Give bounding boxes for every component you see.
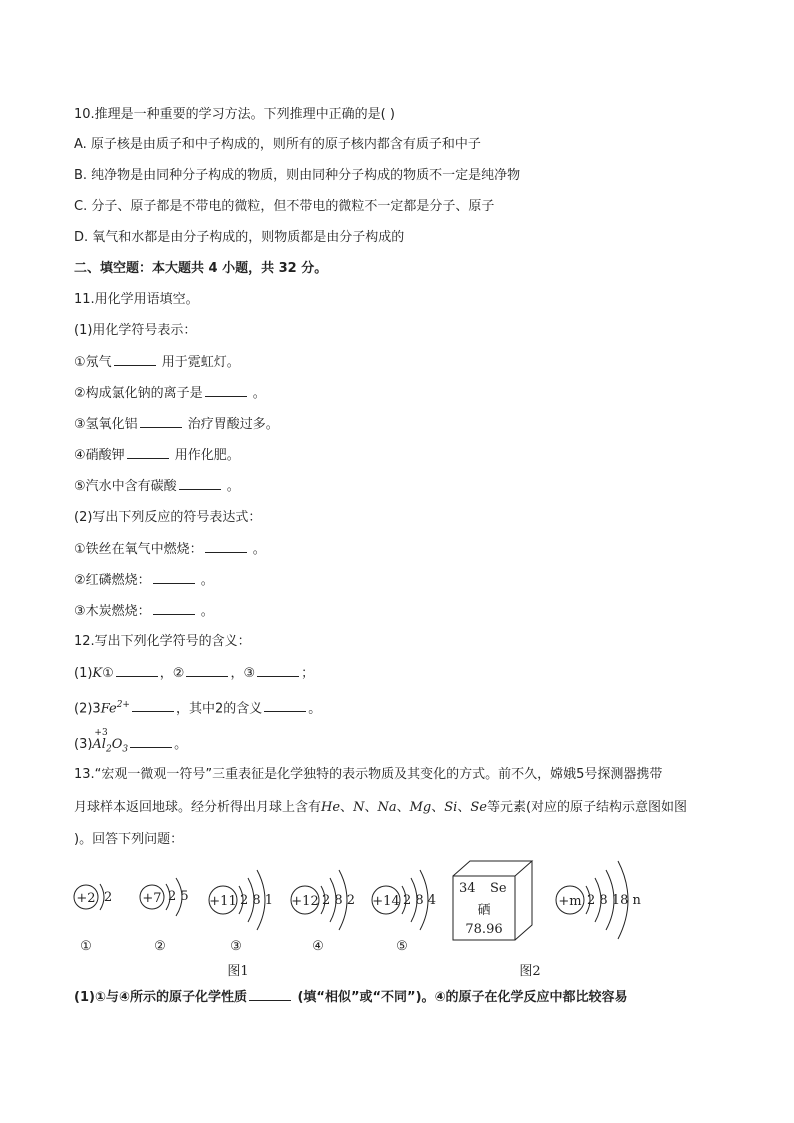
nucleus-label: +11 [209, 894, 237, 909]
atom-number-label: ⑤ [396, 939, 408, 954]
q10-option-a: A. 原子核是由质子和中子构成的，则所有的原子核内都含有质子和中子 [74, 137, 481, 152]
answer-blank[interactable] [140, 415, 182, 428]
q11-item: ③木炭燃烧： 。 [74, 604, 214, 619]
element-name: 硒 [477, 903, 491, 918]
answer-blank[interactable] [205, 540, 247, 553]
nucleus-label: +m [558, 894, 582, 909]
atom-number-label: ② [154, 939, 166, 954]
shell-label: 2 8 1 [240, 893, 274, 908]
q11-stem: 11.用化学用语填空。 [74, 292, 199, 307]
q13-sub1: (1)①与④所示的原子化学性质 (填“相似”或“不同”)。④的原子在化学反应中都比较容易 [74, 990, 628, 1005]
q10-option-b: B. 纯净物是由同种分子构成的物质，则由同种分子构成的物质不一定是纯净物 [74, 168, 521, 183]
nucleus-label: +14 [372, 894, 400, 909]
q12-line2: $(2)3Fe^{2+}$ ，其中2的含义 。 [74, 700, 322, 717]
q13-line2: 月球样本返回地球。经分析得出月球上含有He、N、Na、Mg、Si、Se等元素(对应的原子结构示意图如图 [74, 800, 688, 815]
shell-label: 2 8 18 n [587, 893, 641, 908]
q11-item: ②红磷燃烧： 。 [74, 573, 214, 588]
figure-caption: 图1 [227, 964, 249, 979]
q11-item: ①铁丝在氧气中燃烧： 。 [74, 542, 266, 557]
figure-caption: 图2 [519, 964, 541, 979]
nucleus-label: +12 [291, 894, 319, 909]
answer-blank[interactable] [205, 384, 247, 397]
answer-blank[interactable] [130, 735, 172, 748]
nucleus-label: +7 [142, 891, 162, 906]
q11-part2: (2)写出下列反应的符号表达式： [74, 510, 262, 525]
element-mass: 78.96 [465, 922, 503, 937]
q11-item: ②构成氯化钠的离子是 。 [74, 386, 266, 401]
element-number: 34 [459, 881, 476, 896]
answer-blank[interactable] [264, 699, 306, 712]
q11-item: ⑤汽水中含有碳酸 。 [74, 479, 240, 494]
q10-option-c: C. 分子、原子都是不带电的微粒，但不带电的微粒不一定都是分子、原子 [74, 199, 495, 214]
answer-blank[interactable] [186, 664, 228, 677]
q10-stem: 10.推理是一种重要的学习方法。下列推理中正确的是( ) [74, 107, 395, 122]
q10-option-d: D. 氧气和水都是由分子构成的，则物质都是由分子构成的 [74, 230, 405, 245]
q13-line1: 13.“宏观一微观一符号”三重表征是化学独特的表示物质及其变化的方式。前不久，嫦娥5号探测器携带 [74, 767, 663, 782]
answer-blank[interactable] [257, 664, 299, 677]
atom-structure-figure [0, 856, 794, 986]
answer-blank[interactable] [153, 602, 195, 615]
shell-label: 2 8 4 [403, 893, 437, 908]
answer-blank[interactable] [179, 477, 221, 490]
answer-blank[interactable] [153, 571, 195, 584]
shell-label: 2 8 2 [322, 893, 356, 908]
element-symbol: Se [490, 881, 507, 896]
atom-number-label: ① [80, 939, 92, 954]
q11-item: ①氖气 用于霓虹灯。 [74, 355, 240, 370]
q12-line1: (1)K① ，② ，③ ； [74, 666, 315, 681]
q12-stem: 12.写出下列化学符号的含义： [74, 634, 251, 649]
q11-part1: (1)用化学符号表示： [74, 323, 197, 338]
q13-line3: )。回答下列问题： [74, 832, 184, 847]
q11-item: ④硝酸钾 用作化肥。 [74, 448, 240, 463]
q12-line3: (3) +3 $Al_2O_3$ 。 [74, 728, 188, 755]
atom-number-label: ④ [312, 939, 324, 954]
answer-blank[interactable] [127, 446, 169, 459]
section-heading: 二、填空题：本大题共 4 小题，共 32 分。 [74, 261, 328, 276]
shell-label: 2 [104, 890, 113, 905]
q11-item: ③氢氧化铝 治疗胃酸过多。 [74, 417, 279, 432]
answer-blank[interactable] [116, 664, 158, 677]
atom-number-label: ③ [230, 939, 242, 954]
answer-blank[interactable] [114, 353, 156, 366]
answer-blank[interactable] [249, 988, 291, 1001]
nucleus-label: +2 [76, 891, 96, 906]
answer-blank[interactable] [132, 699, 174, 712]
shell-label: 2 5 [168, 889, 189, 904]
